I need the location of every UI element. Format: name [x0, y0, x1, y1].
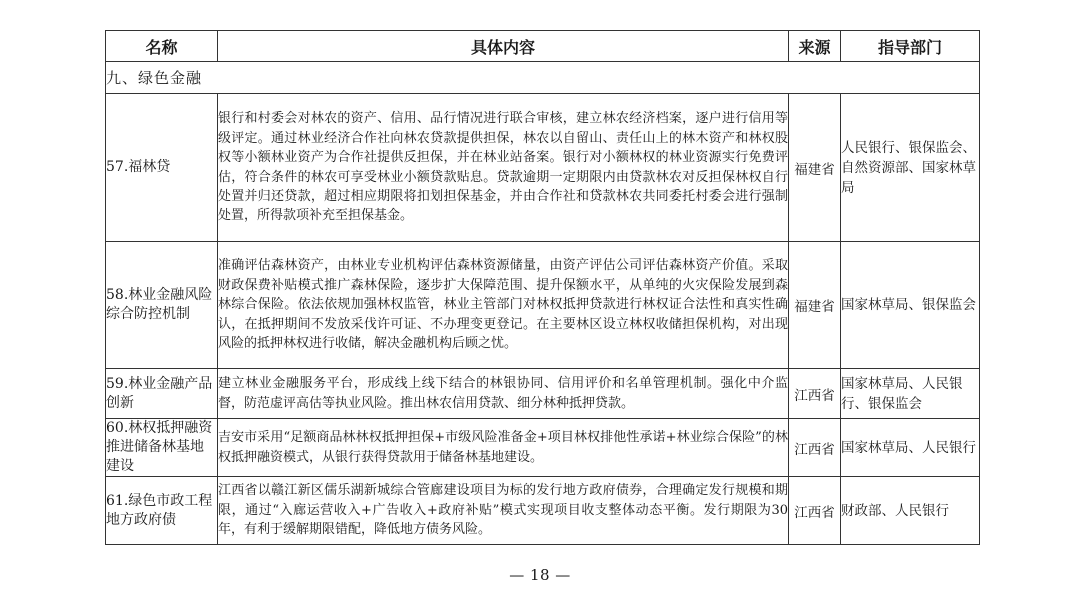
row-name: 58.林业金融风险综合防控机制: [106, 242, 218, 369]
table-row: [106, 242, 980, 369]
row-dept: 国家林草局、人民银行、银保监会: [841, 369, 980, 419]
row-name: 59.林业金融产品创新: [106, 369, 218, 419]
row-source: 江西省: [789, 477, 841, 545]
row-source: 福建省: [789, 242, 841, 369]
table-row: [106, 419, 980, 477]
section-title: 九、绿色金融: [106, 62, 980, 94]
row-content: 吉安市采用“足额商品林林权抵押担保+市级风险准备金+项目林权排他性承诺+林业综合保险”的林权抵押融资模式，从银行获得贷款用于储备林基地建设。: [218, 419, 789, 477]
row-name: 60.林权抵押融资推进储备林基地建设: [106, 419, 218, 477]
section-row: [106, 62, 980, 94]
table-row: [106, 94, 980, 242]
policy-table: [105, 30, 980, 545]
header-row: [106, 31, 980, 62]
row-source: 江西省: [789, 419, 841, 477]
row-source: 福建省: [789, 94, 841, 242]
row-name: 61.绿色市政工程地方政府债: [106, 477, 218, 545]
header-content: 具体内容: [218, 31, 789, 62]
table-row: [106, 369, 980, 419]
table-row: [106, 477, 980, 545]
row-content: 建立林业金融服务平台，形成线上线下结合的林银协同、信用评价和名单管理机制。强化中介监督，防范虚评高估等执业风险。推出林农信用贷款、细分林种抵押贷款。: [218, 369, 789, 419]
row-content: 江西省以赣江新区儒乐湖新城综合管廊建设项目为标的发行地方政府债券，合理确定发行规模和期限，通过“入廊运营收入+广告收入+政府补贴”模式实现项目收支整体动态平衡。发行期限为30年，有利于缓解期限错配，降低地方债务风险。: [218, 477, 789, 545]
header-name: 名称: [106, 31, 218, 62]
row-name: 57.福林贷: [106, 94, 218, 242]
page-number: — 18 —: [509, 566, 571, 584]
row-source: 江西省: [789, 369, 841, 419]
row-dept: 国家林草局、人民银行: [841, 419, 980, 477]
header-dept: 指导部门: [841, 31, 980, 62]
row-dept: 人民银行、银保监会、自然资源部、国家林草局: [841, 94, 980, 242]
row-content: 银行和村委会对林农的资产、信用、品行情况进行联合审核，建立林农经济档案，逐户进行信用等级评定。通过林业经济合作社向林农贷款提供担保，林农以自留山、责任山上的林木资产和林权股权等小额林业资产为合作社提供反担保，并在林业站备案。银行对小额林权的林业资源实行免费评估，符合条件的林农可享受林业小额贷款贴息。贷款逾期一定期限内由贷款林农对反担保林权自行处置并归还贷款，超过相应期限将扣划担保基金，并由合作社和贷款林农共同委托村委会进行强制处置，所得款项补充至担保基金。: [218, 94, 789, 242]
row-content: 准确评估森林资产，由林业专业机构评估森林资源储量，由资产评估公司评估森林资产价值。采取财政保费补贴模式推广森林保险，逐步扩大保障范围、提升保额水平，从单纯的火灾保险发展到森林综合保险。依法依规加强林权监管，林业主管部门对林权抵押贷款进行林权证合法性和真实性确认，在抵押期间不发放采伐许可证、不办理变更登记。在主要林区设立林权收储担保机构，对出现风险的抵押林权进行收储，解决金融机构后顾之忧。: [218, 242, 789, 369]
row-dept: 财政部、人民银行: [841, 477, 980, 545]
header-source: 来源: [789, 31, 841, 62]
row-dept: 国家林草局、银保监会: [841, 242, 980, 369]
